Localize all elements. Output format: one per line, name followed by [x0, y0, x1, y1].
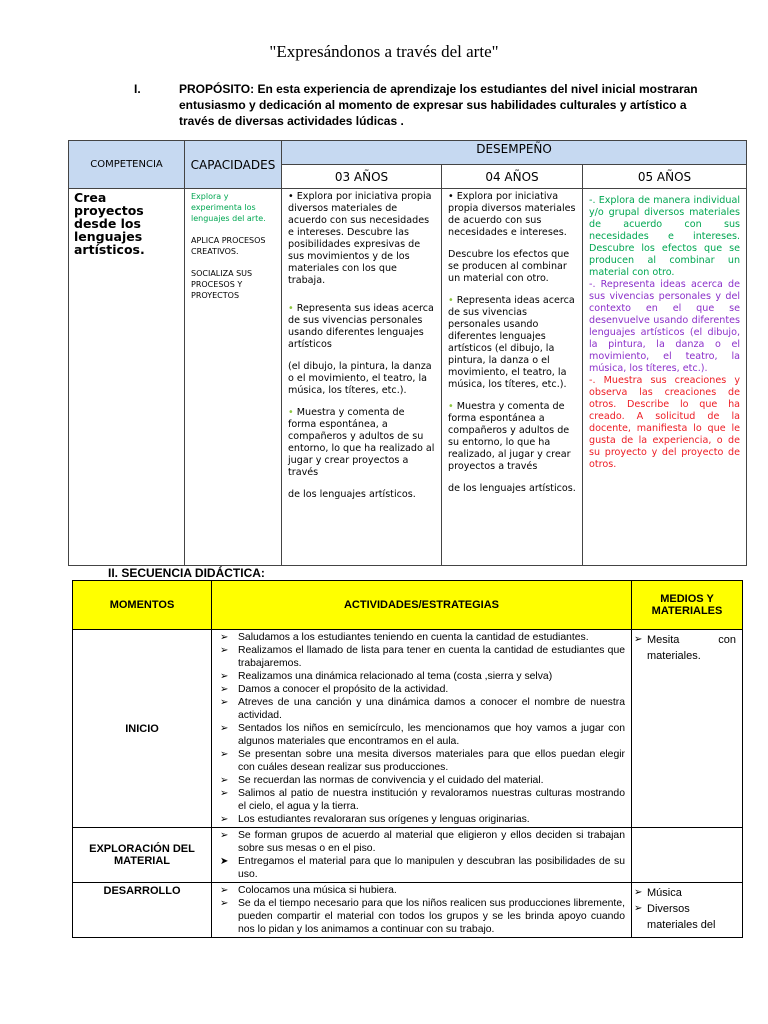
- y4-explora: • Explora por iniciativa propia diversos materiales de acuerdo con sus necesidades e intereses.: [448, 191, 576, 238]
- y3-muestra: Muestra y comenta de forma espontánea, a compañeros y adultos de su entorno, lo que ha realizado al jugar y crear proyectos a través: [288, 407, 435, 478]
- list-item: ➤ Entregamos el material para que lo manipulen y descubran las posibilidades de su uso.: [212, 855, 625, 881]
- capacidad-socializa: SOCIALIZA SUS PROCESOS Y PROYECTOS: [191, 269, 253, 300]
- list-item: ➢ Saludamos a los estudiantes teniendo en cuenta la cantidad de estudiantes.: [212, 631, 625, 644]
- bullet-icon: •: [448, 295, 454, 306]
- list-item: ➢ Salimos al patio de nuestra institución y revaloramos nuestras culturas mostrando el cielo, el agua y la tierra.: [212, 787, 625, 813]
- y3-explora: • Explora por iniciativa propia diversos materiales de acuerdo con sus necesidades e intereses. Descubre las posibilidades expresivas de sus movimientos y de los materiales con los que trabaja.: [288, 191, 432, 286]
- header-capacidades: CAPACIDADES: [185, 141, 282, 189]
- list-item: ➢ Se da el tiempo necesario para que los niños realicen sus producciones libremente, pueden compartir el material con todos los grupos y se les brinda apoyo cuando nos lo pidan y los animamos a continuar con su trabajo.: [212, 897, 625, 936]
- list-item: ➢ Música: [632, 885, 736, 901]
- header-04-anos: 04 AÑOS: [442, 165, 583, 189]
- didactic-sequence-table: [72, 580, 743, 938]
- competencia-cell: Crea proyectos desde los lenguajes artísticos.: [69, 189, 185, 566]
- desempeno-03-cell: [282, 189, 442, 566]
- momento-desarrollo: DESARROLLO: [73, 883, 212, 938]
- section-2-title: II. SECUENCIA DIDÁCTICA:: [108, 566, 265, 580]
- list-item: ➢ Sentados los niños en semicírculo, les mencionamos que hoy vamos a jugar con algunos materiales que encontramos en el aula.: [212, 722, 625, 748]
- bullet-icon: •: [288, 407, 294, 418]
- header-medios: MEDIOS Y MATERIALES: [632, 581, 743, 630]
- document-title: "Expresándonos a través del arte": [269, 42, 499, 61]
- section-1-number: I.: [134, 82, 141, 96]
- list-item: ➢ Realizamos una dinámica relacionado al tema (costa ,sierra y selva): [212, 670, 625, 683]
- list-item: ➢ Se presentan sobre una mesita diversos materiales para que ellos puedan elegir con cuáles desean realizar sus producciones.: [212, 748, 625, 774]
- capacidad-aplica: APLICA PROCESOS CREATIVOS.: [191, 236, 266, 256]
- list-item: ➢ Damos a conocer el propósito de la actividad.: [212, 683, 625, 696]
- desarrollo-activities-cell: [212, 883, 632, 938]
- list-item: ➢ Se forman grupos de acuerdo al material que eligieron y ellos deciden si trabajan sobre sus mesas o en el piso.: [212, 829, 625, 855]
- y5-muestra: -. Muestra sus creaciones y observa las creaciones de otros. Describe lo que ha creado. A solicitud de la docente, manifiesta lo que le gusta de la experiencia, o de su proyecto y del proyecto de otros.: [589, 375, 741, 470]
- momento-inicio: INICIO: [73, 630, 212, 828]
- capacidades-cell: [185, 189, 282, 566]
- exploracion-activities-cell: [212, 828, 632, 883]
- competencies-table: [68, 140, 747, 566]
- list-item: ➢ Se recuerdan las normas de convivencia y el cuidado del material.: [212, 774, 625, 787]
- exploracion-medios-cell: [632, 828, 743, 883]
- y3-lenguajes: de los lenguajes artísticos.: [288, 489, 416, 500]
- inicio-activities-cell: [212, 630, 632, 828]
- y4-muestra: Muestra y comenta de forma espontánea a compañeros y adultos de su entorno, lo que ha realizado, al jugar y crear proyectos a través: [448, 401, 571, 472]
- y4-descubre: Descubre los efectos que se producen al combinar un material con otro.: [448, 249, 570, 284]
- list-item: ➢ Los estudiantes revaloraran sus orígenes y lenguas originarias.: [212, 813, 625, 826]
- y3-representa-detail: (el dibujo, la pintura, la danza o el movimiento, el teatro, la música, los títeres, etc.).: [288, 361, 432, 396]
- y4-lenguajes: de los lenguajes artísticos.: [448, 483, 576, 494]
- list-item: ➢ Realizamos el llamado de lista para tener en cuenta la cantidad de estudiantes que trabajaremos.: [212, 644, 625, 670]
- header-03-anos: 03 AÑOS: [282, 165, 442, 189]
- desempeno-05-cell: [583, 189, 747, 566]
- list-item: ➢ Colocamos una música si hubiera.: [212, 884, 625, 897]
- header-desempeno: DESEMPEÑO: [282, 141, 747, 165]
- header-competencia: COMPETENCIA: [69, 141, 185, 189]
- purpose-paragraph: PROPÓSITO: En esta experiencia de aprendizaje los estudiantes del nivel inicial mostraran entusiasmo y dedicación al momento de expresar sus habilidades culturales y artístico a través de diversas actividades lúdicas .: [179, 82, 698, 128]
- desarrollo-medios-cell: [632, 883, 743, 938]
- bullet-icon: •: [448, 401, 454, 412]
- momento-exploracion: EXPLORACIÓN DEL MATERIAL: [73, 828, 212, 883]
- header-actividades: ACTIVIDADES/ESTRATEGIAS: [212, 581, 632, 630]
- y5-representa: -. Representa ideas acerca de sus vivencias personales y del contexto en el que se desenvuelve usando diferentes lenguajes artísticos (el dibujo, la pintura, la danza o el movimiento, el teatro, la música, los títeres, etc.).: [589, 279, 741, 374]
- list-item: ➢ Atreves de una canción y una dinámica damos a conocer el nombre de nuestra actividad.: [212, 696, 625, 722]
- inicio-medios-cell: [632, 630, 743, 828]
- y5-explora: -. Explora de manera individual y/o grupal diversos materiales de acuerdo con sus necesidades e intereses. Descubre los efectos que se producen al combinar un material con otro.: [589, 195, 741, 278]
- header-momentos: MOMENTOS: [73, 581, 212, 630]
- header-05-anos: 05 AÑOS: [583, 165, 747, 189]
- capacidad-explora: Explora y experimenta los lenguajes del arte.: [191, 192, 266, 223]
- y4-representa: Representa ideas acerca de sus vivencias personales usando diferentes lenguajes artísticos (el dibujo, la pintura, la danza o el movimiento, el teatro, la música, los títeres, etc.).: [448, 295, 575, 390]
- list-item: ➢ Mesita con materiales.: [632, 632, 736, 664]
- y3-representa: Representa sus ideas acerca de sus vivencias personales usando diferentes lenguajes artísticos: [288, 303, 434, 350]
- bullet-icon: •: [288, 303, 294, 314]
- desempeno-04-cell: [442, 189, 583, 566]
- list-item: ➢ Diversos materiales del: [632, 901, 736, 933]
